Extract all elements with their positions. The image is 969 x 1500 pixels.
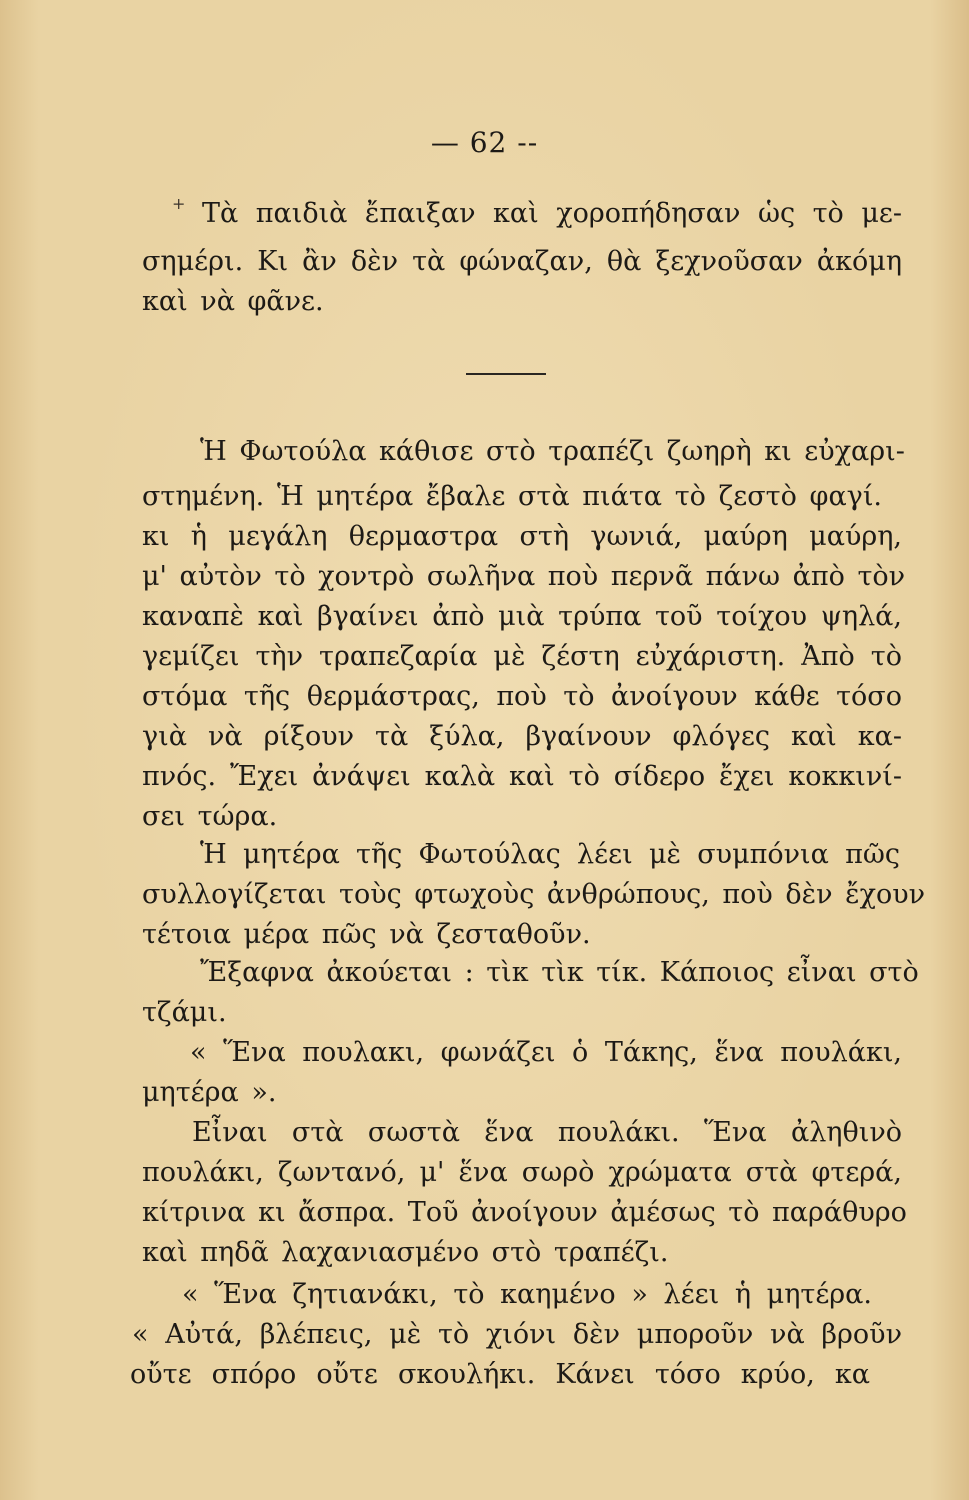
text-line-15: συλλογίζεται τοὺς φτωχοὺς ἀνθρώπους, ποὺ δὲν ἔχουν	[142, 879, 926, 910]
text-line-19: « Ἕνα πουλακι, φωνάζει ὁ Τάκης, ἕνα πουλάκι,	[190, 1037, 902, 1068]
text-line-21: Εἶναι στὰ σωστὰ ἕνα πουλάκι. Ἕνα ἀληθινὸ	[192, 1117, 902, 1148]
text-line-12: πνός. Ἔχει ἀνάψει καλὰ καὶ τὸ σίδερο ἔχει κοκκινί-	[142, 761, 902, 792]
text-line-22: πουλάκι, ζωντανό, μ' ἕνα σωρὸ χρώματα στὰ φτερά,	[142, 1157, 902, 1188]
text-line-4: Ἡ Φωτούλα κάθισε στὸ τραπέζι ζωηρὴ κι εὐχαρι-	[200, 436, 905, 467]
text-line-18: τζάμι.	[142, 997, 227, 1028]
text-line-9: γεμίζει τὴν τραπεζαρία μὲ ζέστη εὐχάριστη. Ἀπὸ τὸ	[142, 641, 902, 672]
text-line-8: καναπὲ καὶ βγαίνει ἀπὸ μιὰ τρύπα τοῦ τοίχου ψηλά,	[142, 601, 902, 632]
text-line-14: Ἡ μητέρα τῆς Φωτούλας λέει μὲ συμπόνια πῶς	[200, 839, 900, 870]
text-line-20: μητέρα ».	[142, 1077, 277, 1108]
text-line-3: καὶ νὰ φᾶνε.	[142, 286, 324, 317]
text-line-25: « Ἕνα ζητιανάκι, τὸ καημένο » λέει ἡ μητέρα.	[182, 1279, 872, 1310]
text-line-16: τέτοια μέρα πῶς νὰ ζεσταθοῦν.	[142, 919, 591, 950]
text-line-1: Τὰ παιδιὰ ἔπαιξαν καὶ χοροπήδησαν ὡς τὸ με-	[202, 198, 902, 229]
text-line-26: « Αὐτά, βλέπεις, μὲ τὸ χιόνι δὲν μποροῦν νὰ βροῦν	[132, 1319, 902, 1350]
section-divider	[466, 373, 546, 375]
ink-mark-icon: +	[172, 194, 186, 213]
text-line-7: μ' αὐτὸν τὸ χοντρὸ σωλῆνα ποὺ περνᾶ πάνω ἀπὸ τὸν	[142, 561, 906, 592]
text-line-5: στημένη. Ἡ μητέρα ἔβαλε στὰ πιάτα τὸ ζεστὸ φαγί.	[142, 481, 882, 512]
text-line-24: καὶ πηδᾶ λαχανιασμένο στὸ τραπέζι.	[142, 1237, 669, 1268]
text-line-27: οὔτε σπόρο οὔτε σκουλήκι. Κάνει τόσο κρύο, κα	[130, 1359, 870, 1390]
text-line-23: κίτρινα κι ἄσπρα. Τοῦ ἀνοίγουν ἀμέσως τὸ παράθυρο	[142, 1197, 907, 1228]
text-line-10: στόμα τῆς θερμάστρας, ποὺ τὸ ἀνοίγουν κάθε τόσο	[142, 681, 902, 712]
text-line-11: γιὰ νὰ ρίξουν τὰ ξύλα, βγαίνουν φλόγες καὶ κα-	[142, 721, 902, 752]
page-number: — 62 --	[430, 126, 539, 159]
text-line-2: σημέρι. Κι ἂν δὲν τὰ φώναζαν, θὰ ξεχνοῦσαν ἀκόμη	[142, 246, 902, 277]
text-line-13: σει τώρα.	[142, 801, 278, 832]
text-line-17: Ἔξαφνα ἀκούεται : τὶκ τὶκ τίκ. Κάποιος εἶναι στὸ	[200, 957, 919, 988]
text-line-6: κι ἡ μεγάλη θερμαστρα στὴ γωνιά, μαύρη μαύρη,	[142, 521, 902, 552]
